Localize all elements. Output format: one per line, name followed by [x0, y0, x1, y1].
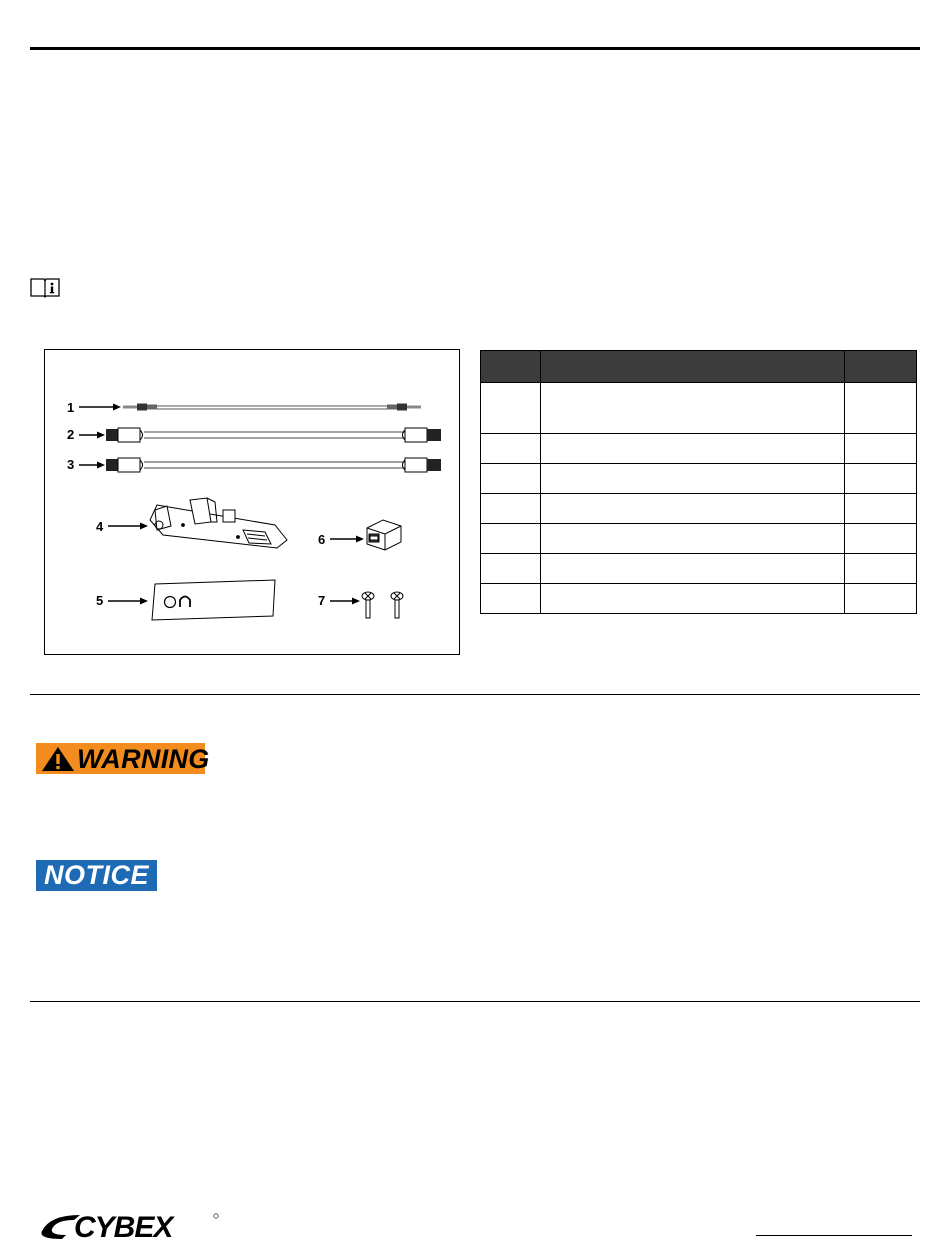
table-row	[481, 464, 917, 494]
coupler-illustration	[367, 520, 401, 550]
table-row	[481, 494, 917, 524]
callout-2: 2	[67, 427, 75, 442]
headphone-label-illustration	[152, 580, 275, 620]
cybex-logo	[40, 1209, 220, 1241]
table-row	[481, 584, 917, 614]
parts-table	[480, 350, 917, 614]
table-header-row	[481, 351, 917, 383]
callout-1: 1	[67, 400, 75, 415]
table-row	[481, 383, 917, 434]
table-row	[481, 524, 917, 554]
callout-7: 7	[318, 593, 326, 608]
notice-badge: NOTICE	[36, 860, 157, 891]
callout-3: 3	[67, 457, 75, 472]
table-row	[481, 554, 917, 584]
header-cell-item	[481, 351, 541, 383]
network-cable-illustration-a	[106, 428, 441, 442]
callout-5: 5	[96, 593, 104, 608]
section-divider	[30, 694, 920, 695]
warning-label: WARNING	[77, 744, 210, 774]
audio-cable-illustration	[123, 404, 421, 411]
parts-figure	[44, 349, 460, 655]
callout-6: 6	[318, 532, 326, 547]
warning-badge	[36, 743, 210, 774]
header-cell-description	[541, 351, 845, 383]
callout-4: 4	[96, 519, 104, 534]
table-row	[481, 434, 917, 464]
logo-text: CYBEX	[74, 1211, 173, 1241]
network-cable-illustration-b	[106, 458, 441, 472]
header-cell-qty	[845, 351, 917, 383]
screws-illustration	[362, 592, 403, 618]
section-divider-lower	[30, 1001, 920, 1002]
book-info-icon	[30, 276, 60, 298]
top-rule	[30, 47, 920, 50]
footer-rule	[756, 1235, 912, 1236]
warning-triangle-icon	[41, 746, 75, 772]
circuit-board-illustration	[150, 498, 287, 548]
